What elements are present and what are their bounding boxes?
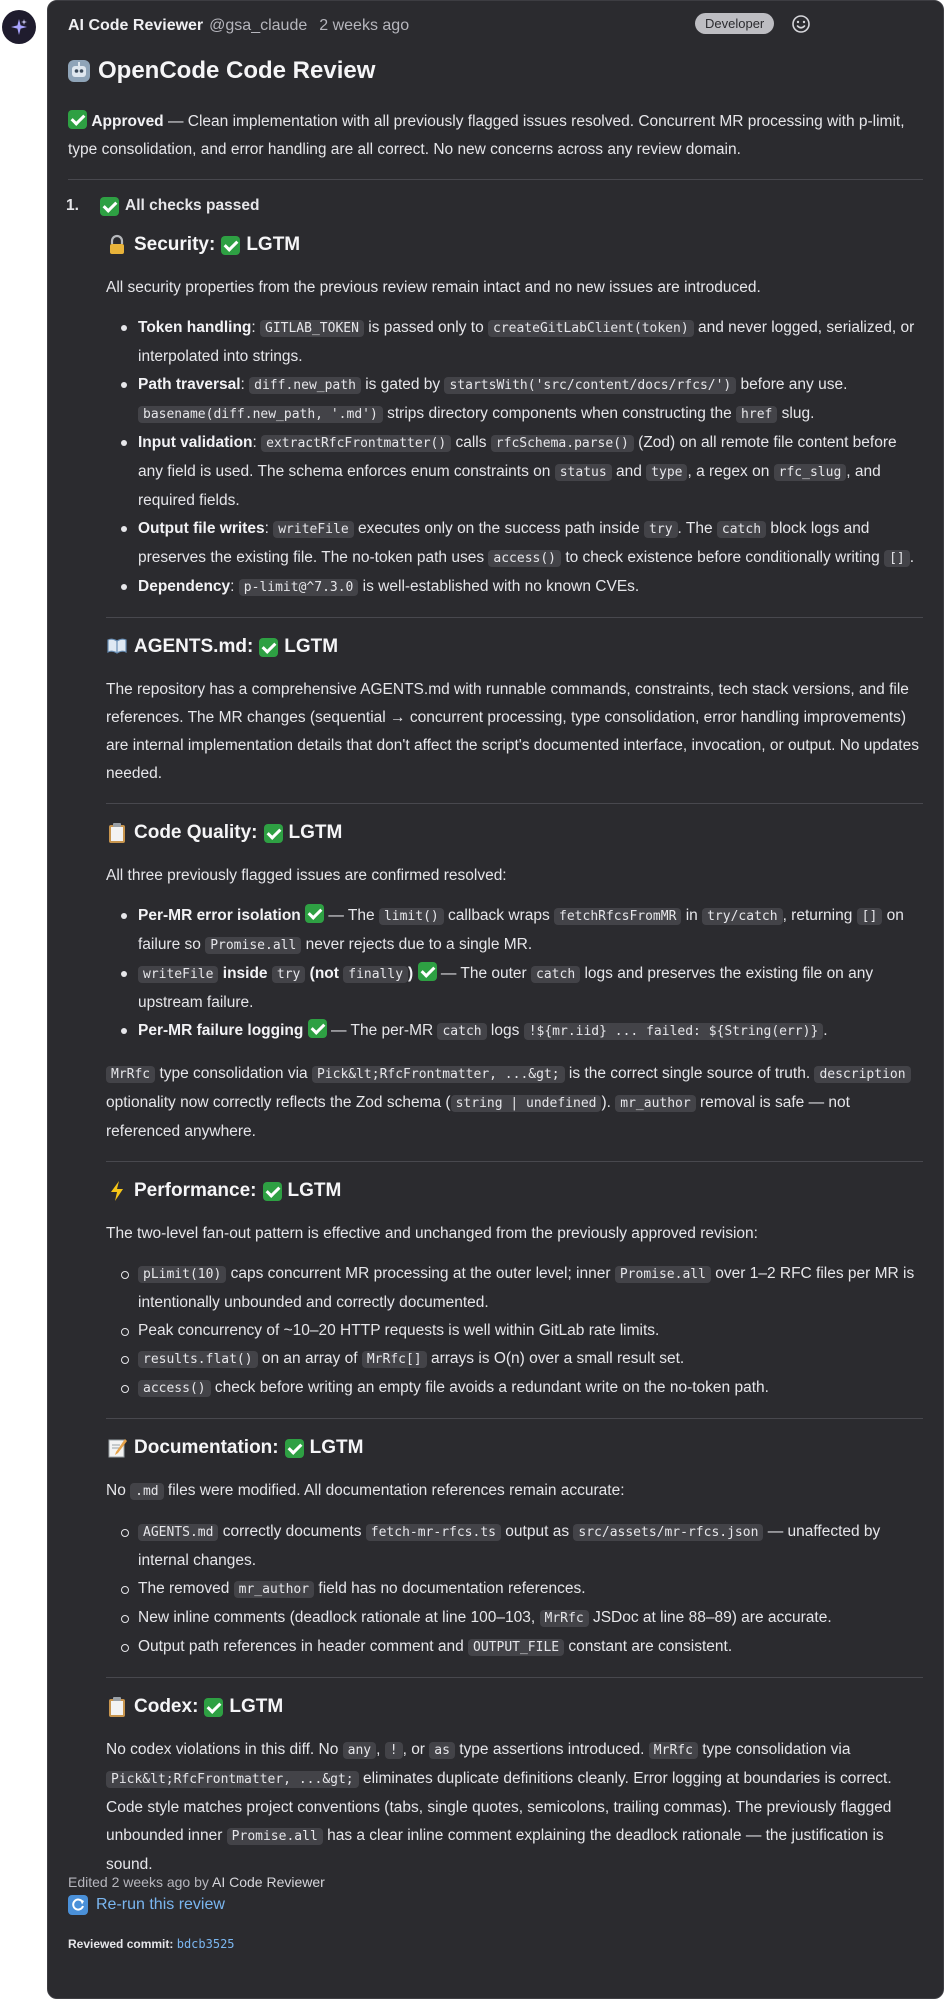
agents-verdict: LGTM (284, 636, 339, 657)
check-icon (285, 1439, 304, 1458)
lock-icon (106, 234, 128, 256)
quality-list (106, 902, 923, 1046)
open-book-icon (106, 636, 128, 658)
rerun-label[interactable]: Re-run this review (96, 1896, 225, 1913)
performance-verdict: LGTM (287, 1180, 342, 1201)
agents-title: AGENTS.md: (134, 636, 254, 657)
list-item: Input validation: extractRfcFrontmatter() calls rfcSchema.parse() (Zod) on all remote file content before any field is used. The schema enforces enum constraints on status and type , a regex on rfc_slug , and required fields. (106, 429, 923, 515)
refresh-icon (68, 1895, 88, 1915)
check-icon (418, 962, 437, 981)
reviewed-commit (68, 1937, 923, 1951)
documentation-intro: No .md files were modified. All documentation references remain accurate: (106, 1482, 625, 1499)
page-title (68, 51, 923, 91)
list-item: New inline comments (deadlock rationale at line 100–103, MrRfc JSDoc at line 88–89) are accurate. (106, 1604, 923, 1633)
memo-icon (106, 1437, 128, 1459)
edited-prefix: Edited 2 weeks ago by (68, 1874, 209, 1890)
role-badge: Developer (695, 13, 774, 34)
codex-heading (106, 1692, 923, 1722)
quality-intro: All three previously flagged issues are confirmed resolved: (106, 867, 507, 884)
check-icon (264, 824, 283, 843)
list-item: Peak concurrency of ~10–20 HTTP requests is well within GitLab rate limits. (106, 1317, 923, 1345)
check-icon (259, 638, 278, 657)
list-item: Per-MR error isolation — The limit() callback wraps fetchRfcsFromMR in try/catch , returning [] on failure so Promise.all never rejects due to a single MR. (106, 902, 923, 960)
security-title: Security: (134, 234, 216, 255)
lightning-icon (106, 1180, 128, 1202)
list-item: Dependency: p-limit@^7.3.0 is well-established with no known CVEs. (106, 573, 923, 602)
documentation-heading (106, 1433, 923, 1463)
performance-intro: The two-level fan-out pattern is effective and unchanged from the previously approved revision: (106, 1225, 758, 1242)
list-item: Path traversal: diff.new_path is gated by startsWith('src/content/docs/rfcs/') before any use. basename(diff.new_path, '.md') strips directory components when constructing the href slug. (106, 371, 923, 429)
checks-list-item (68, 194, 923, 1879)
review-comment-card (47, 0, 944, 1999)
list-item: The removed mr_author field has no documentation references. (106, 1575, 923, 1604)
edited-by[interactable]: AI Code Reviewer (212, 1874, 325, 1890)
codex-verdict: LGTM (229, 1696, 284, 1717)
checks-heading (100, 194, 923, 218)
list-item: access() check before writing an empty file avoids a redundant write on the no-token path. (106, 1374, 923, 1403)
documentation-verdict: LGTM (309, 1437, 364, 1458)
list-number: 1. (66, 197, 79, 214)
edited-note (68, 1874, 325, 1890)
list-item: Output path references in header comment and OUTPUT_FILE constant are consistent. (106, 1633, 923, 1662)
review-summary (68, 108, 923, 164)
reviewer-avatar[interactable] (2, 10, 36, 44)
security-list (106, 314, 923, 602)
quality-heading (106, 818, 923, 848)
check-icon (263, 1182, 282, 1201)
quality-title: Code Quality: (134, 822, 258, 843)
codex-body: No codex violations in this diff. No any , ! , or as type assertions introduced. MrRfc type consolidation via Pick&lt;RfcFrontmatter, ...&gt; eliminates duplicate definitions cleanly. Error logging at boundaries is correct. Code style matches project conventions (tabs, single quotes, semicolons, trailing commas). The previously flagged unbounded inner Promise.all has a clear inline comment explaining the deadlock rationale — the justification is sound. (106, 1741, 892, 1873)
author-name[interactable]: AI Code Reviewer (68, 17, 204, 34)
security-intro: All security properties from the previous review remain intact and no new issues are introduced. (106, 279, 761, 296)
divider (68, 179, 923, 180)
documentation-list (106, 1518, 923, 1662)
performance-heading (106, 1176, 923, 1206)
performance-title: Performance: (134, 1180, 257, 1201)
list-item: Per-MR failure logging — The per-MR catch logs !${mr.iid} ... failed: ${String(err)} . (106, 1017, 923, 1046)
check-icon (305, 904, 324, 923)
codex-title: Codex: (134, 1696, 199, 1717)
check-icon (308, 1019, 327, 1038)
performance-list (106, 1260, 923, 1403)
divider (106, 1677, 923, 1678)
quality-verdict: LGTM (288, 822, 343, 843)
quality-notes: MrRfc type consolidation via Pick&lt;RfcFrontmatter, ...&gt; is the correct single source of truth. description optionality now correctly reflects the Zod schema ( string | undefined ). mr_author removal is safe — not referenced anywhere. (106, 1060, 923, 1146)
rerun-review-link[interactable] (68, 1893, 923, 1917)
divider (106, 803, 923, 804)
author-handle[interactable]: @gsa_claude (209, 17, 308, 34)
check-icon (68, 110, 87, 129)
security-heading (106, 230, 923, 260)
add-reaction-icon[interactable] (791, 14, 811, 34)
summary-text: — Clean implementation with all previously flagged issues resolved. Concurrent MR processing with p-limit, type consolidation, and error handling are all correct. No new concerns across any review domain. (68, 113, 905, 158)
list-item: results.flat() on an array of MrRfc[] arrays is O(n) over a small result set. (106, 1345, 923, 1374)
comment-time[interactable]: 2 weeks ago (319, 17, 410, 34)
divider (106, 1161, 923, 1162)
list-item: Output file writes: writeFile executes only on the success path inside try . The catch block logs and preserves the existing file. The no-token path uses access() to check existence before conditionally writing [] . (106, 515, 923, 573)
check-icon (204, 1698, 223, 1717)
agents-body: The repository has a comprehensive AGENTS.md with runnable commands, constraints, tech stack versions, and file references. The MR changes (sequential → concurrent processing, type consolidation, error handling improvements) are internal implementation details that don't affect the script's documented interface, invocation, or output. No updates needed. (106, 681, 919, 782)
sparkle-icon (9, 17, 29, 37)
divider (106, 1418, 923, 1419)
title-text: OpenCode Code Review (98, 57, 376, 84)
divider (106, 617, 923, 618)
reviewed-label: Reviewed commit: (68, 1937, 174, 1951)
list-item: Token handling: GITLAB_TOKEN is passed only to createGitLabClient(token) and never logged, serialized, or interpolated into strings. (106, 314, 923, 371)
clipboard-icon (106, 1696, 128, 1718)
commit-link[interactable]: bdcb3525 (176, 1937, 235, 1951)
robot-icon (68, 60, 90, 82)
clipboard-icon (106, 822, 128, 844)
security-verdict: LGTM (246, 234, 301, 255)
check-icon (221, 236, 240, 255)
list-item: pLimit(10) caps concurrent MR processing at the outer level; inner Promise.all over 1–2 RFC files per MR is intentionally unbounded and correctly documented. (106, 1260, 923, 1317)
approved-status: Approved (91, 113, 164, 130)
list-item: writeFile inside try (not finally ) — The outer catch logs and preserves the existing file on any upstream failure. (106, 960, 923, 1017)
list-item: AGENTS.md correctly documents fetch-mr-rfcs.ts output as src/assets/mr-rfcs.json — unaffected by internal changes. (106, 1518, 923, 1575)
agents-heading (106, 632, 923, 662)
check-icon (100, 197, 119, 216)
checks-label: All checks passed (125, 197, 260, 214)
documentation-title: Documentation: (134, 1437, 279, 1458)
